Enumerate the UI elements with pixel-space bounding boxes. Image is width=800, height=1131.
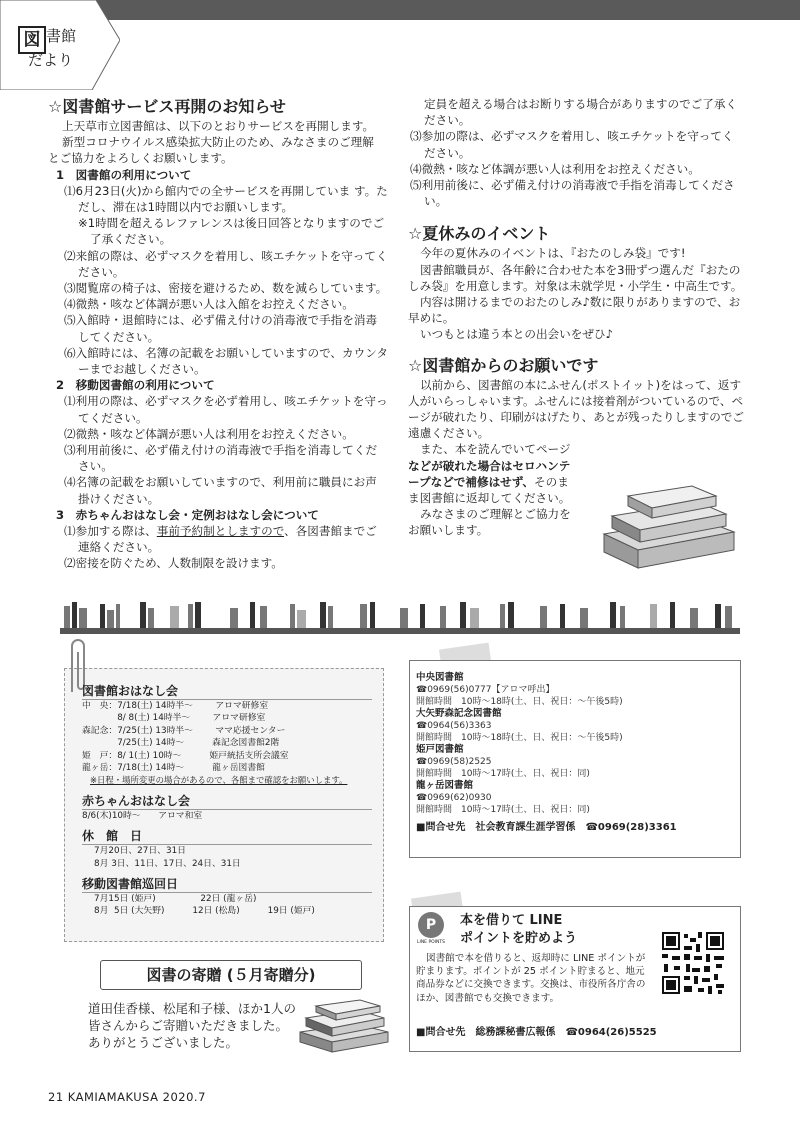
library-hours: 開館時間 10時～18時(土、日、祝日：～午後5時) bbox=[416, 697, 623, 707]
paragraph: 今年の夏休みのイベントは、『おたのしみ袋』です! bbox=[420, 246, 686, 261]
schedule-row: 7月20日、27日、31日 bbox=[94, 846, 186, 857]
schedule-row: 龍ヶ岳：7/18(土) 14時～ 龍ヶ岳図書館 bbox=[82, 763, 265, 774]
donation-line: 皆さんからご寄贈いただきました。 bbox=[88, 1018, 289, 1033]
heading-closed-days: 休 館 日 bbox=[82, 828, 372, 845]
subheading-library-use: 1 図書館の利用について bbox=[56, 167, 192, 182]
library-phone: ☎0964(56)3363 bbox=[416, 721, 492, 731]
paragraph: 図書館職員が、各年齢に合わせた本を3冊ずつ選んだ『おたのしみ袋』を用意します。対象は未就学児・小学生・中高生です。 bbox=[408, 262, 743, 293]
list-item: ⑷微熱・咳など体調が悪い人は利用をお控えください。 bbox=[410, 161, 700, 176]
line-points-icon: P bbox=[418, 912, 444, 938]
library-hours: 開館時間 10時～18時(土、日、祝日：～午後5時) bbox=[416, 733, 623, 743]
inquiry-line: ■問合せ先 社会教育課生涯学習係 ☎0969(28)3361 bbox=[416, 822, 677, 833]
schedule-row: 8月 3日、11日、17日、24日、31日 bbox=[94, 858, 241, 869]
schedule-row: 姫 戸：8/ 1(土) 10時～ 姫戸統括支所会議室 bbox=[82, 750, 289, 761]
line-points-label: LINE POINTS bbox=[416, 940, 446, 945]
schedule-note: ※日程・場所変更の場合があるので、各館まで確認をお願いします。 bbox=[90, 775, 348, 786]
schedule-row: 中 央：7/18(土) 14時半～ アロマ研修室 bbox=[82, 701, 269, 711]
library-name: 姫戸図書館 bbox=[416, 744, 464, 755]
schedule-row: 7/25(土) 14時～ 森記念図書館2階 bbox=[82, 738, 280, 749]
library-hours: 開館時間 10時～17時(土、日、祝日：同) bbox=[416, 769, 590, 779]
heading-storytime: 図書館おはなし会 bbox=[82, 683, 372, 700]
underlined-text: 事前予約制としますので bbox=[156, 524, 285, 539]
list-item: ⑴利用の際は、必ずマスクを必ず着用し、咳エチケットを守ってください。 bbox=[64, 394, 388, 425]
paragraph: 内容は開けるまでのおたのしみ♪数に限りがありますので、お早めに。 bbox=[408, 295, 741, 326]
subheading-storytime: 3 赤ちゃんおはなし会・定例おはなし会について bbox=[56, 507, 319, 522]
list-item: ⑷名簿の記載をお願いしていますので、利用前に職員にお声掛けください。 bbox=[64, 475, 377, 506]
line-description: 図書館で本を借りると、返却時に LINE ポイントが貯まります。ポイントが 25 ポイント貯まると、地元商品券などに交換できます。交換は、市役所各庁舎のほか、図書館でも交換できます。 bbox=[416, 953, 646, 1004]
schedule-row: 8/6(木)10時～ アロマ和室 bbox=[82, 810, 203, 821]
library-name: 龍ヶ岳図書館 bbox=[416, 780, 474, 791]
library-name: 大矢野森記念図書館 bbox=[416, 708, 502, 719]
note: ※1時間を超えるレファレンスは後日回答となりますのでご了承ください。 bbox=[78, 216, 385, 247]
intro-line: 新型コロナウイルス感染拡大防止のため、みなさまのご理解 bbox=[62, 135, 374, 150]
list-item: ⑶参加の際は、必ずマスクを着用し、咳エチケットを守ってください。 bbox=[410, 129, 734, 160]
paragraph bbox=[408, 441, 578, 506]
intro-line: 上天草市立図書館は、以下のとおりサービスを再開します。 bbox=[62, 119, 375, 133]
storytime-content bbox=[82, 683, 372, 918]
schedule-row: 8月 5日 (大矢野) 12日 (松島) 19日 (姫戸) bbox=[94, 906, 315, 917]
list-item: 定員を超える場合はお断りする場合がありますのでご了承ください。 bbox=[424, 97, 738, 128]
library-phone: ☎0969(56)0777【アロマ呼出】 bbox=[416, 685, 555, 695]
right-column bbox=[408, 96, 744, 539]
list-item: ⑸入館時・退館時には、必ず備え付けの消毒液で手指を消毒してください。 bbox=[64, 313, 378, 344]
left-column bbox=[48, 96, 388, 572]
list-item: ⑸利用前後に、必ず備え付けの消毒液で手指を消毒してください。 bbox=[410, 178, 735, 209]
paragraph: 以前から、図書館の本にふせん(ポストイット)をはって、返す人がいらっしゃいます。ふせんには接着剤がついているので、ページが破れたり、印刷がはげたり、あとが残ったりしますのでご遠慮ください。 bbox=[408, 377, 744, 441]
list-item: ⑹入館時には、名簿の記載をお願いしていますので、カウンターまでお越しください。 bbox=[64, 345, 388, 377]
list-item: ⑶利用前後に、必ず備え付けの消毒液で手指を消毒してください。 bbox=[64, 443, 378, 474]
list-item: ⑵密接を防ぐため、人数制限を設けます。 bbox=[64, 556, 283, 571]
donation-title: 図書の寄贈 (５月寄贈分) bbox=[100, 960, 362, 990]
schedule-row: 8/ 8(土) 14時半～ アロマ研修室 bbox=[82, 713, 266, 724]
donation-line: ありがとうございました。 bbox=[88, 1035, 239, 1050]
list-item: ⑷微熱・咳など体調が悪い人は入館をお控えください。 bbox=[64, 297, 354, 312]
library-contact-list bbox=[416, 672, 736, 834]
heading-baby-storytime: 赤ちゃんおはなし会 bbox=[82, 793, 372, 810]
list-item: ⑵来館の際は、必ずマスクを着用し、咳エチケットを守ってください。 bbox=[64, 248, 388, 279]
logo-mark: 図 bbox=[18, 26, 46, 54]
text-part: また、本を読んでいてページ bbox=[420, 442, 571, 457]
bookshelf-divider bbox=[60, 598, 740, 634]
paragraph: みなさまのご理解とご協力をお願いします。 bbox=[408, 507, 571, 538]
list-item: ⑵微熱・咳など体調が悪い人は利用をお控えください。 bbox=[64, 426, 354, 441]
line-inquiry: ■問合せ先 総務課秘書広報係 ☎0964(26)5525 bbox=[416, 1027, 657, 1038]
heading-mobile-route: 移動図書館巡回日 bbox=[82, 876, 372, 893]
line-title-2: ポイントを貯めよう bbox=[460, 931, 578, 946]
list-item bbox=[48, 523, 388, 555]
library-phone: ☎0969(62)0930 bbox=[416, 793, 492, 803]
bold-text: などが破れた場合はセロハンテープなどで補修はせず、 bbox=[408, 458, 571, 489]
text-part: 、各図書館までご連絡ください。 bbox=[78, 524, 377, 555]
schedule-row: 森記念：7/25(土) 13時半～ ママ応援センター bbox=[82, 725, 286, 736]
paragraph: いつもとは違う本との出会いをぜひ♪ bbox=[420, 327, 613, 342]
newsletter-title-1: 書館 bbox=[46, 27, 77, 45]
donation-text bbox=[88, 1000, 298, 1051]
library-hours: 開館時間 10時～17時(土、日、祝日：同) bbox=[416, 805, 590, 815]
qr-code-icon bbox=[660, 930, 726, 996]
page-footer: 21 KAMIAMAKUSA 2020.7 bbox=[48, 1090, 206, 1104]
list-item: ⑶閲覧席の椅子は、密接を避けるため、数を減らしています。 bbox=[64, 281, 388, 296]
intro-line: とご協力をよろしくお願いします。 bbox=[48, 151, 233, 166]
text-part: そのまま図書館に返却してください。 bbox=[408, 474, 571, 506]
book-stack-illustration bbox=[598, 482, 738, 574]
library-name: 中央図書館 bbox=[416, 672, 464, 683]
section-title-reopen: ☆図書館サービス再開のお知らせ bbox=[48, 97, 286, 116]
header-bar bbox=[95, 0, 800, 20]
newsletter-title-2: だより bbox=[28, 51, 74, 69]
donation-line: 道田佳香様、松尾和子様、ほか1人の bbox=[88, 1001, 296, 1016]
subheading-mobile-library: 2 移動図書館の利用について bbox=[56, 378, 215, 393]
section-title-request: ☆図書館からのお願いです bbox=[408, 355, 599, 375]
line-title-1: 本を借りて LINE bbox=[460, 913, 563, 928]
book-stack-small-illustration bbox=[296, 996, 392, 1054]
schedule-row: 7月15日 (姫戸) 22日 (龍ヶ岳) bbox=[94, 894, 257, 905]
list-item: ⑴6月23日(火)から館内での全サービスを再開していま す。ただし、滞在は1時間以内でお願いします。 bbox=[64, 183, 388, 215]
text-part: ⑴参加する際は、 bbox=[64, 524, 157, 539]
library-phone: ☎0969(58)2525 bbox=[416, 757, 492, 767]
section-title-summer: ☆夏休みのイベント bbox=[408, 224, 551, 244]
